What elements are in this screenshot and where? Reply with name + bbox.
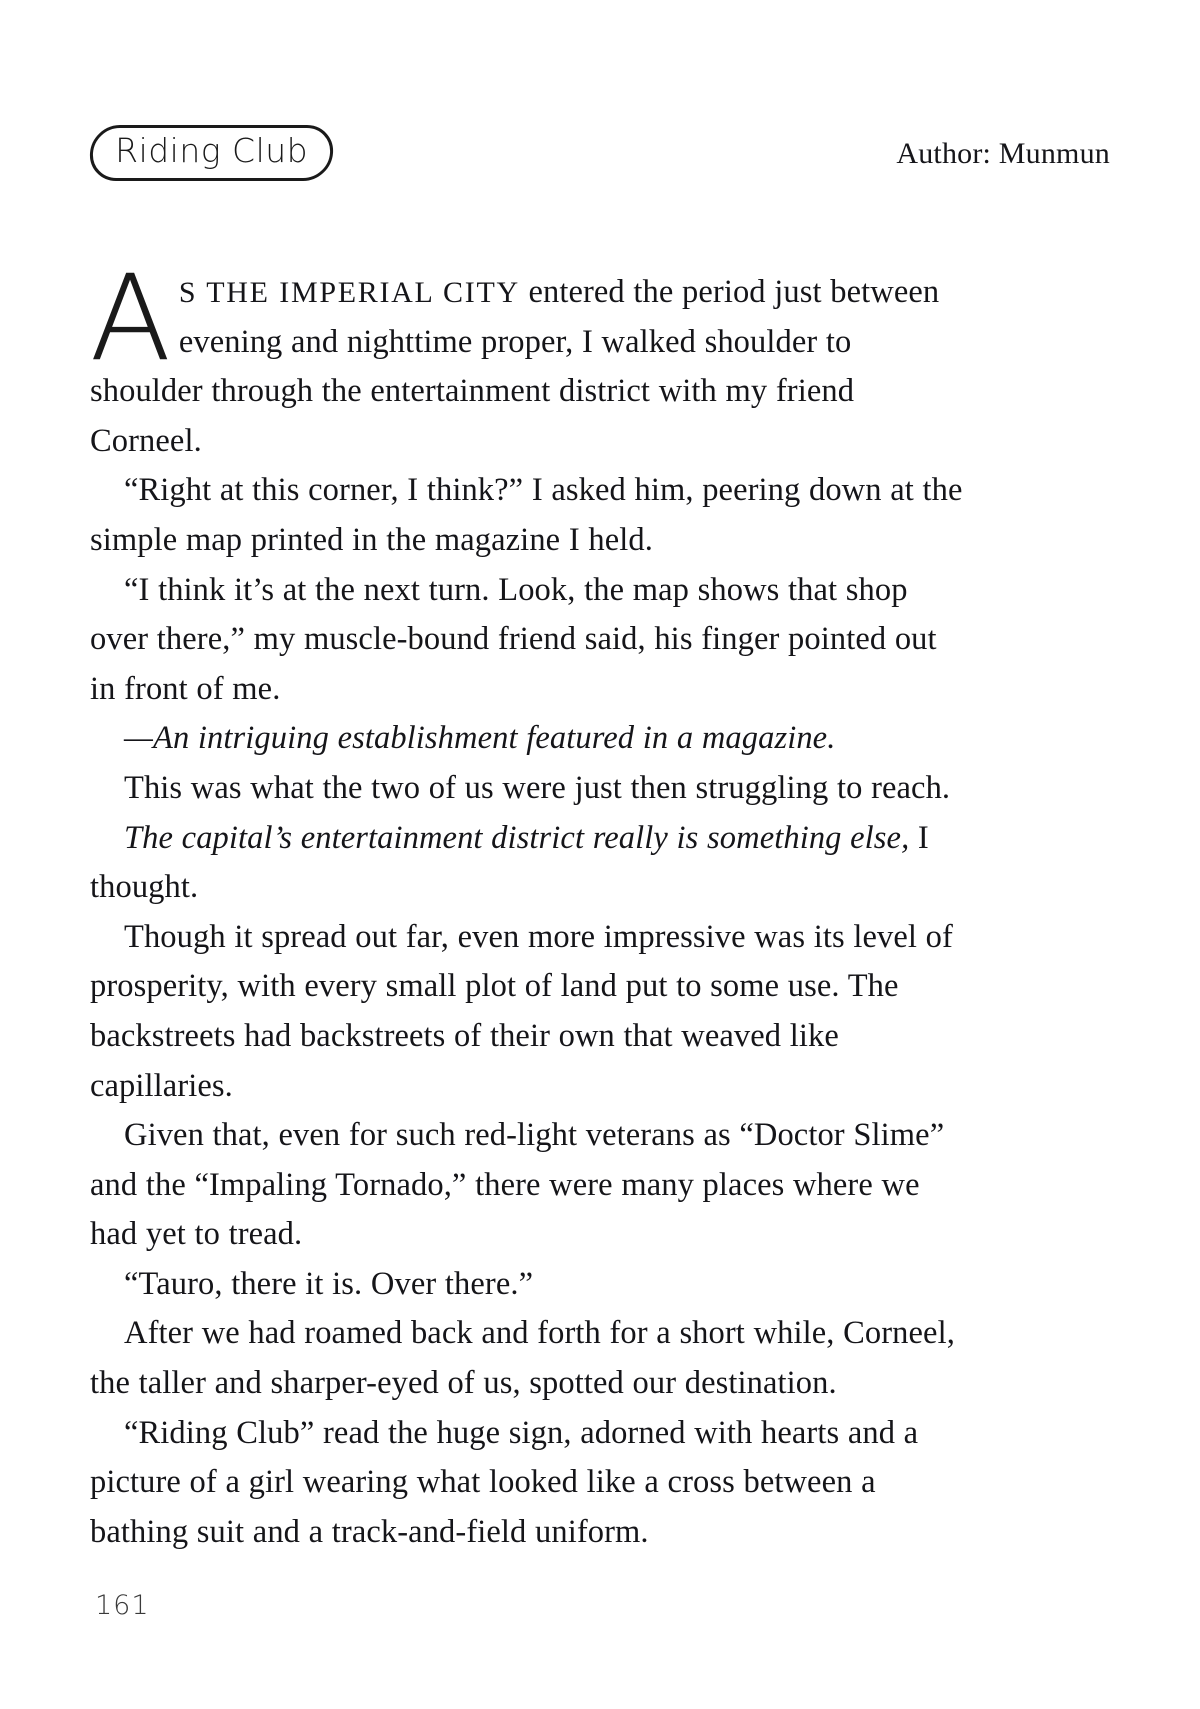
paragraph-roman-tail: I thought. — [90, 819, 929, 906]
paragraph: “Riding Club” read the huge sign, adorned with hearts and a picture of a girl wearing what looked like a cross between a bathing suit and a track-and-field uniform. — [90, 1414, 919, 1550]
paragraph: After we had roamed back and forth for a short while, Corneel, the taller and sharper-eyed of us, spotted our destination. — [90, 1315, 955, 1402]
paragraph: “I think it’s at the next turn. Look, the map shows that shop over there,” my muscle-bound friend said, his finger pointed out in front of me. — [90, 571, 937, 707]
chapter-title-tag — [88, 125, 335, 181]
chapter-title-text: Riding Club — [115, 131, 309, 170]
paragraph: Given that, even for such red-light veterans as “Doctor Slime” and the “Impaling Tornado,” there were many places where we had yet to tread. — [90, 1117, 945, 1253]
paragraph: This was what the two of us were just then struggling to reach. — [124, 769, 951, 806]
paragraph-mixed-italic — [90, 814, 970, 913]
opening-paragraph — [90, 249, 970, 466]
page-number: 161 — [95, 1590, 150, 1621]
paragraph-italic-lead: The capital’s entertainment district really is something else, — [124, 819, 910, 856]
paragraph: “Tauro, there it is. Over there.” — [124, 1265, 534, 1302]
page-header — [90, 125, 1110, 185]
paragraph: “Right at this corner, I think?” I asked him, peering down at the simple map printed in the magazine I held. — [90, 472, 963, 558]
paragraph: Though it spread out far, even more impressive was its level of prosperity, with every small plot of land put to some use. The backstreets had backstreets of their own that weaved like capillaries. — [90, 918, 953, 1104]
opening-paragraph-rest: entered the period just between evening and nighttime proper, I walked shoulder to shoulder through the entertainment district with my friend Corneel. — [90, 274, 940, 459]
opening-small-caps: S THE IMPERIAL CITY — [178, 276, 520, 309]
author-credit: Author: Munmun — [896, 137, 1110, 170]
body-text-column — [90, 249, 970, 1557]
drop-cap-letter: A — [90, 249, 171, 387]
paragraph-inner-monologue: —An intriguing establishment featured in a magazine. — [124, 720, 836, 757]
